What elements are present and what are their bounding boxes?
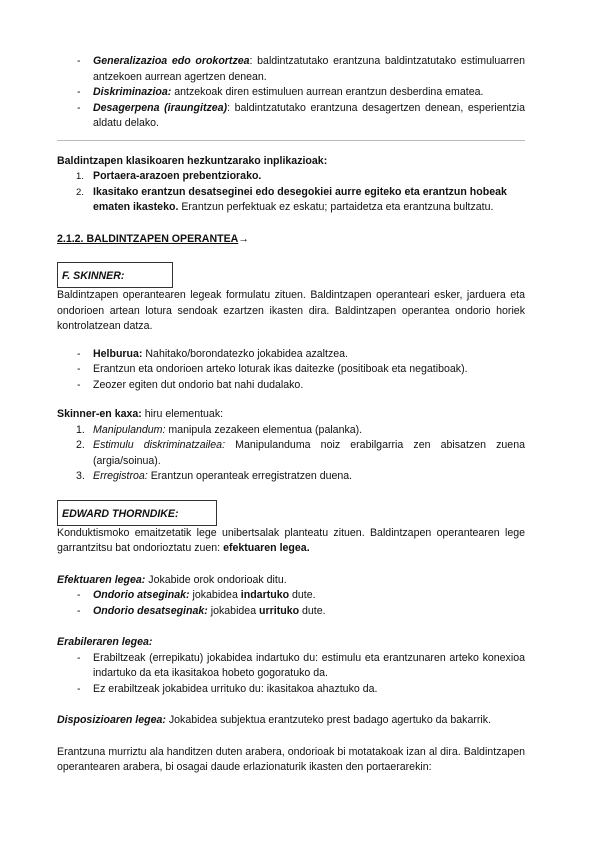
implications-list xyxy=(57,169,525,216)
thorndike-box-wrap xyxy=(57,500,525,526)
thorndike-box: EDWARD THORNDIKE: xyxy=(57,500,217,526)
list-item: - Ez erabiltzeak jokabidea urrituko du: ikasitakoa ahaztuko da. xyxy=(77,682,378,695)
efektu-list xyxy=(57,588,525,619)
skinner-list xyxy=(57,347,525,394)
disposizio-law: Disposizioaren legea: Jokabidea subjektua erantzuteko prest badago agertuko da bakarrik. xyxy=(57,714,492,726)
list-item: - Ondorio atseginak: jokabidea indartuko dute. xyxy=(77,589,316,601)
list-item: - Erabiltzeak (errepikatu) jokabidea indartuko du: estimulu eta erantzunaren arteko konexioa indartuko da eta ikasitakoa hobeto gogoratuko da. xyxy=(77,651,525,679)
document-page xyxy=(57,54,525,776)
thorndike-intro: Konduktismoko emaitzetatik lege unibertsalak planteatu zituen. Baldintzapen operantearen lege garrantzitsu bat ondorioztatu zuen: efektuaren legea. xyxy=(57,526,525,554)
list-item: - Desagerpena (iraungitzea): baldintzatutako erantzuna desagertzen denean, esperientzia aldatu delako. xyxy=(77,101,525,129)
top-definitions-list xyxy=(57,54,525,132)
list-item: - Zeozer egiten dut ondorio bat nahi dudalako. xyxy=(77,378,304,391)
erabilera-list xyxy=(57,651,525,698)
list-item: - Ondorio desatseginak: jokabidea urrituko dute. xyxy=(77,604,326,617)
list-item: - Generalizazioa edo orokortzea: baldintzatutako erantzuna baldintzatutako estimuluarren antzekoen aurrean agertzen denean. xyxy=(77,55,525,83)
list-item: 3. Erregistroa: Erantzun operanteak erregistratzen duena. xyxy=(76,470,353,482)
list-item: - Erantzun eta ondorioen arteko loturak ikas daitezke (positiboak eta negatiboak). xyxy=(77,363,468,375)
divider xyxy=(57,140,525,141)
skinner-box: F. SKINNER: xyxy=(57,262,173,288)
section-title: 2.1.2. BALDINTZAPEN OPERANTEA→ xyxy=(57,232,525,248)
efektu-law: Efektuaren legea: Jokabide orok ondorioak ditu. xyxy=(57,573,287,586)
skinner-intro: Baldintzapen operantearen legeak formulatu zituen. Baldintzapen operanteari esker, jarduera eta ondorioen artean lotura sendoak ezartzen ikasten dira. Baldintzapen operantea ondorio horiek kontrolatzean datza. xyxy=(57,289,525,332)
skinner-kaxa-list xyxy=(57,423,525,485)
implications-heading: Baldintzapen klasikoaren hezkuntzarako inplikazioak: xyxy=(57,154,328,167)
skinner-kaxa: Skinner-en kaxa: hiru elementuak: xyxy=(57,408,224,420)
list-item: 2. Estimulu diskriminatzailea: Manipulanduma noiz erabilgarria zen abisatzen zuena (argia/soinua). xyxy=(76,439,525,467)
skinner-box-wrap xyxy=(57,262,525,288)
arrow-icon: → xyxy=(238,232,249,245)
list-item: 2. Ikasitako erantzun desatseginei edo desegokiei aurre egiteko eta erantzun hobeak ematen ikasteko. Erantzun perfektuak ez eskatu; partaidetza eta erantzuna bultzatu. xyxy=(76,185,507,213)
list-item: 1. Manipulandum: manipula zezakeen elementua (palanka). xyxy=(76,423,363,436)
final-paragraph: Erantzuna murriztu ala handitzen duten arabera, ondorioak bi motatakoak izan al dira. Baldintzapen operantearen arabera, bi osagai daude erlazionaturik ikasten den portaerarekin: xyxy=(57,745,525,773)
list-item: - Helburua: Nahitako/borondatezko jokabidea azaltzea. xyxy=(77,347,348,360)
list-item: - Diskriminazioa: antzekoak diren estimuluen aurrean erantzun desberdina ematea. xyxy=(77,86,484,98)
list-item: 1. Portaera-arazoen prebentziorako. xyxy=(76,170,262,182)
erabilera-heading: Erabileraren legea: xyxy=(57,636,153,648)
